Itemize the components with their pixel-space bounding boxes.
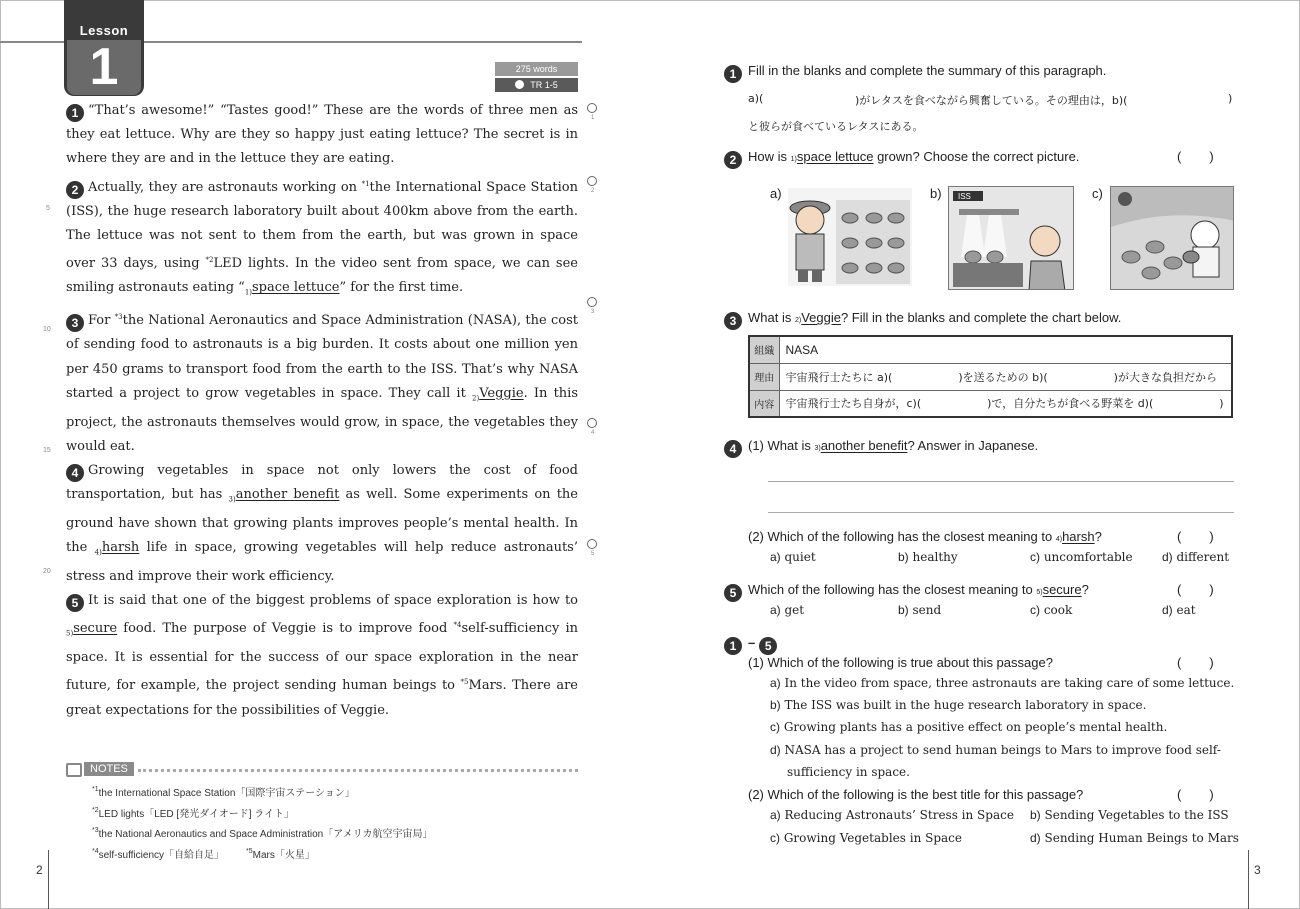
option-key: c) bbox=[770, 720, 780, 734]
summary-line-1: )がレタスを食べながら興奮している。その理由は，b)( bbox=[855, 94, 1128, 107]
option-text: get bbox=[784, 603, 805, 617]
option-text: Sending Vegetables to the ISS bbox=[1044, 808, 1229, 822]
option[interactable] bbox=[770, 603, 804, 617]
picture-a-farmer-field bbox=[788, 188, 912, 286]
answer-paren: () bbox=[1177, 529, 1242, 544]
iss-sign: ISS bbox=[958, 192, 971, 201]
ref-number: 5) bbox=[1036, 589, 1043, 596]
option-text: different bbox=[1176, 550, 1230, 564]
paragraph-text: the National Aeronautics and Space Administration (NASA), the cost of sending food to astronauts is a big burden. It costs about one million yen per 450 grams to transport food from the earth to the ISS. That’s why NASA started a project to grow vegetables in space. They call it bbox=[66, 313, 579, 401]
option-key: a) bbox=[770, 550, 781, 564]
option[interactable] bbox=[770, 676, 1234, 690]
ref-number: 4) bbox=[1055, 536, 1063, 543]
option[interactable] bbox=[770, 698, 1146, 712]
note-text: Mars「火星」 bbox=[252, 849, 315, 861]
page-number-right: 3 bbox=[1254, 863, 1261, 877]
picture-b-iss-led bbox=[948, 186, 1074, 290]
range-dash: – bbox=[748, 635, 756, 650]
cd-track-icon bbox=[587, 297, 597, 307]
option-key: c) bbox=[770, 831, 780, 845]
ref-number: 2) bbox=[472, 394, 480, 403]
option-text: Sending Human Beings to Mars bbox=[1044, 831, 1239, 845]
answer-line[interactable] bbox=[768, 481, 1234, 482]
option-key: d) bbox=[770, 743, 781, 757]
cd-track-number: 1 bbox=[591, 115, 595, 121]
option-continuation: sufficiency in space. bbox=[787, 765, 910, 779]
option[interactable] bbox=[1162, 550, 1229, 564]
question-prompt: What is bbox=[748, 310, 795, 325]
question-prompt: Which of the following has the closest meaning to bbox=[748, 582, 1037, 597]
paragraph-2 bbox=[66, 172, 578, 306]
question-number: 1 bbox=[724, 637, 742, 655]
question-all-2: (2) Which of the following is the best title for this passage? bbox=[748, 787, 1084, 802]
notebook-icon bbox=[66, 763, 82, 777]
option-text: uncomfortable bbox=[1043, 550, 1133, 564]
ref-number: 1) bbox=[244, 289, 252, 298]
question-prompt: (1) What is bbox=[748, 438, 815, 453]
cd-track-number: 2 bbox=[591, 188, 595, 194]
paragraph-3 bbox=[66, 305, 578, 459]
word-count-badge: 275 words bbox=[495, 62, 578, 76]
option[interactable] bbox=[1030, 603, 1072, 617]
paragraph-number: 1 bbox=[66, 104, 84, 122]
chart-row bbox=[749, 363, 1232, 390]
note-marker: *5 bbox=[460, 678, 469, 687]
cd-track-icon bbox=[587, 103, 597, 113]
option[interactable] bbox=[1030, 808, 1229, 822]
question-prompt: ? Fill in the blanks and complete the chart below. bbox=[840, 310, 1122, 325]
question-4-1 bbox=[724, 438, 1038, 458]
option-text: Growing plants has a positive effect on people’s mental health. bbox=[783, 720, 1168, 734]
paragraph-text: self-sufficiency in space. It is essential for the success of our space exploration in the near future, for example, the project sending human beings to bbox=[66, 621, 578, 694]
note-text: the International Space Station「国際宇宙ステーション」 bbox=[98, 788, 355, 799]
farmer-illustration bbox=[788, 188, 912, 286]
note-item bbox=[92, 844, 433, 865]
option-key: b) bbox=[898, 550, 909, 564]
note-text: LED lights「LED [発光ダイオード] ライト」 bbox=[98, 808, 294, 820]
answer-paren: () bbox=[1177, 787, 1242, 802]
option-key: d) bbox=[1162, 603, 1173, 617]
answer-paren: () bbox=[1177, 582, 1242, 597]
option-key: a) bbox=[770, 603, 781, 617]
underlined-term: Veggie bbox=[479, 385, 524, 401]
answer-paren: () bbox=[1177, 655, 1242, 670]
ref-number: 3) bbox=[228, 495, 236, 504]
paragraph-text: life in space, growing vegetables will help reduce astronauts’ stress and improve their work efficiency. bbox=[66, 540, 578, 585]
lesson-label: Lesson bbox=[79, 23, 129, 38]
option[interactable] bbox=[1030, 550, 1133, 564]
paragraph-1 bbox=[66, 99, 578, 172]
question-1 bbox=[724, 63, 1106, 83]
notes-header bbox=[66, 762, 578, 778]
option[interactable] bbox=[1162, 603, 1196, 617]
option-key: b) bbox=[898, 603, 909, 617]
paragraph-number: 2 bbox=[66, 181, 84, 199]
paragraph-text: food. The purpose of Veggie is to improve food bbox=[117, 621, 454, 637]
option-key: c) bbox=[1030, 603, 1040, 617]
cd-track-number: 3 bbox=[591, 309, 595, 315]
paragraph-text: LED lights. In the video sent from space, we can see smiling astronauts eating “ bbox=[66, 256, 578, 296]
option[interactable] bbox=[770, 743, 1221, 757]
underlined-term: space lettuce bbox=[796, 149, 874, 164]
paragraph-text: For bbox=[88, 313, 115, 329]
iss-led-illustration bbox=[949, 187, 1074, 290]
track-label: TR 1-5 bbox=[530, 80, 558, 90]
cd-icon bbox=[515, 80, 524, 89]
option[interactable] bbox=[898, 603, 941, 617]
reading-passage bbox=[66, 99, 578, 723]
answer-line[interactable] bbox=[768, 512, 1234, 513]
summary-close: ) bbox=[1228, 92, 1233, 105]
option-key: c) bbox=[1030, 550, 1040, 564]
option-text: In the video from space, three astronauts are taking care of some lettuce. bbox=[784, 676, 1235, 690]
question-all-1: (1) Which of the following is true about this passage? bbox=[748, 655, 1053, 670]
note-marker: *2 bbox=[205, 256, 214, 265]
question-prompt: (2) Which of the following has the closest meaning to bbox=[748, 529, 1056, 544]
note-marker: *5 bbox=[246, 847, 253, 855]
note-item bbox=[92, 803, 433, 824]
chart-row-head: 組織 bbox=[749, 336, 779, 363]
question-number: 5 bbox=[759, 637, 777, 655]
underlined-term: harsh bbox=[1062, 529, 1095, 544]
option-key: a) bbox=[770, 676, 781, 690]
cd-track-icon bbox=[587, 418, 597, 428]
note-marker: *2 bbox=[92, 806, 99, 814]
question-prompt: grown? Choose the correct picture. bbox=[873, 149, 1080, 164]
cd-track-icon bbox=[587, 176, 597, 186]
summary-line-2: と彼らが食べているレタスにある。 bbox=[748, 120, 924, 133]
option[interactable] bbox=[770, 550, 816, 564]
question-number: 1 bbox=[724, 65, 742, 83]
chart-row bbox=[749, 336, 1232, 363]
paragraph-text: Mars. There are great expectations for the possibilities of Veggie. bbox=[66, 678, 578, 718]
chart-row-text: NASA bbox=[779, 336, 1232, 363]
page-number-left: 2 bbox=[36, 863, 43, 877]
cd-track-number: 4 bbox=[591, 430, 595, 436]
note-item bbox=[92, 823, 433, 844]
note-item bbox=[92, 782, 433, 803]
option-text: cook bbox=[1043, 603, 1073, 617]
note-marker: *3 bbox=[114, 313, 123, 322]
chart-row-head: 理由 bbox=[749, 363, 779, 390]
question-prompt: ? bbox=[1094, 529, 1102, 544]
underlined-term: harsh bbox=[101, 540, 140, 556]
option-text: quiet bbox=[784, 550, 816, 564]
choice-label: a) bbox=[770, 186, 782, 201]
option-key: a) bbox=[770, 808, 781, 822]
chart-row-text: 宇宙飛行士たち自身が，c)( )で，自分たちが食べる野菜を d)( ) bbox=[779, 390, 1232, 417]
note-marker: *3 bbox=[92, 827, 99, 834]
paragraph-text: ” for the first time. bbox=[339, 280, 464, 296]
question-all-header bbox=[724, 635, 783, 655]
option-text: The ISS was built in the huge research laboratory in space. bbox=[784, 698, 1147, 712]
note-marker: *4 bbox=[453, 621, 462, 630]
cd-track-number: 5 bbox=[591, 551, 595, 557]
underlined-term: Veggie bbox=[801, 310, 841, 325]
ref-number: 1) bbox=[790, 156, 797, 163]
question-number: 4 bbox=[724, 440, 742, 458]
ref-number: 5) bbox=[66, 630, 74, 639]
lesson-tab bbox=[64, 0, 144, 96]
choice-label: b) bbox=[930, 186, 942, 201]
summary-blank-a: a)( bbox=[748, 92, 764, 105]
note-text: self-sufficiency「自給自足」 bbox=[98, 849, 225, 861]
question-5 bbox=[724, 582, 1089, 602]
option-text: eat bbox=[1176, 603, 1196, 617]
option-key: b) bbox=[1030, 808, 1041, 822]
right-gutter-rule bbox=[1248, 850, 1249, 909]
paragraph-text: . In this project, the astronauts themselves would grow, in space, the vegetables they would eat. bbox=[66, 385, 578, 454]
question-number: 2 bbox=[724, 151, 742, 169]
note-marker: *4 bbox=[92, 847, 99, 855]
veggie-chart bbox=[748, 335, 1233, 418]
underlined-term: space lettuce bbox=[252, 280, 340, 296]
ref-number: 4) bbox=[94, 548, 102, 557]
paragraph-4 bbox=[66, 459, 578, 589]
underlined-term: another benefit bbox=[235, 487, 340, 503]
notes-list bbox=[92, 782, 433, 864]
left-gutter-rule bbox=[48, 850, 49, 909]
note-text: the National Aeronautics and Space Administration「アメリカ航空宇宙局」 bbox=[98, 829, 433, 840]
option-key: b) bbox=[770, 698, 781, 712]
paragraph-5 bbox=[66, 589, 578, 723]
question-number: 3 bbox=[724, 312, 742, 330]
option-text: Reducing Astronauts’ Stress in Space bbox=[784, 808, 1014, 822]
paragraph-number: 4 bbox=[66, 464, 84, 482]
choice-label: c) bbox=[1092, 186, 1103, 201]
option-text: NASA has a project to send human beings to Mars to improve food self- bbox=[784, 743, 1221, 757]
dotted-divider bbox=[138, 769, 578, 772]
option-key: d) bbox=[1030, 831, 1041, 845]
chart-row-text: 宇宙飛行士たちに a)( )を送るための b)( )が大きな負担だから bbox=[779, 363, 1232, 390]
option-text: Growing Vegetables in Space bbox=[783, 831, 962, 845]
line-number: 5 bbox=[46, 205, 50, 212]
question-3 bbox=[724, 310, 1121, 330]
paragraph-number: 5 bbox=[66, 594, 84, 612]
ref-number: 3) bbox=[814, 445, 821, 452]
question-prompt: ? bbox=[1081, 582, 1089, 597]
ref-number: 2) bbox=[794, 317, 802, 324]
paragraph-text: the International Space Station (ISS), the huge research laboratory built about 400km above from the earth. The lettuce was not sent to them from the earth, but was grown in space over 33 days, using bbox=[66, 179, 578, 272]
notes-label: NOTES bbox=[84, 762, 134, 776]
picture-c-moon-astronaut bbox=[1110, 186, 1234, 290]
line-number: 20 bbox=[43, 568, 51, 575]
moon-astronaut-illustration bbox=[1111, 187, 1234, 290]
underlined-term: another benefit bbox=[820, 438, 908, 453]
question-2 bbox=[724, 149, 1079, 169]
option[interactable] bbox=[770, 808, 1014, 822]
option-key: d) bbox=[1162, 550, 1173, 564]
paragraph-text: It is said that one of the biggest problems of space exploration is how to bbox=[88, 593, 578, 609]
option-text: healthy bbox=[912, 550, 958, 564]
line-number: 10 bbox=[43, 326, 51, 333]
paragraph-number: 3 bbox=[66, 314, 84, 332]
note-marker: *1 bbox=[92, 786, 99, 793]
cd-track-icon bbox=[587, 539, 597, 549]
paragraph-text: Growing vegetables in space not only lowers the cost of food transportation, but has bbox=[66, 463, 578, 503]
option[interactable] bbox=[770, 720, 1167, 734]
question-prompt: How is bbox=[748, 149, 791, 164]
track-badge bbox=[495, 78, 578, 92]
question-4-2 bbox=[748, 529, 1102, 544]
question-prompt: Fill in the blanks and complete the summary of this paragraph. bbox=[748, 63, 1107, 78]
option-text: send bbox=[912, 603, 942, 617]
question-prompt: ? Answer in Japanese. bbox=[907, 438, 1039, 453]
lesson-number: 1 bbox=[67, 40, 141, 95]
paragraph-text: Actually, they are astronauts working on bbox=[88, 179, 362, 195]
paragraph-text: as well. Some experiments on the ground have shown that growing plants improves people’s mental health. In the bbox=[66, 487, 578, 556]
underlined-term: secure bbox=[1042, 582, 1082, 597]
question-number: 5 bbox=[724, 584, 742, 602]
line-number: 15 bbox=[43, 447, 51, 454]
underlined-term: secure bbox=[73, 621, 118, 637]
option[interactable] bbox=[770, 831, 962, 845]
chart-row bbox=[749, 390, 1232, 417]
chart-row-head: 内容 bbox=[749, 390, 779, 417]
option[interactable] bbox=[1030, 831, 1239, 845]
option[interactable] bbox=[898, 550, 958, 564]
paragraph-text: “That’s awesome!” “Tastes good!” These are the words of three men as they eat lettuce. Why are they so happy just eating lettuce? The secret is in where they are and in the lettuce they are eating. bbox=[66, 103, 578, 167]
answer-paren: () bbox=[1177, 149, 1242, 164]
note-marker: *1 bbox=[361, 179, 370, 188]
